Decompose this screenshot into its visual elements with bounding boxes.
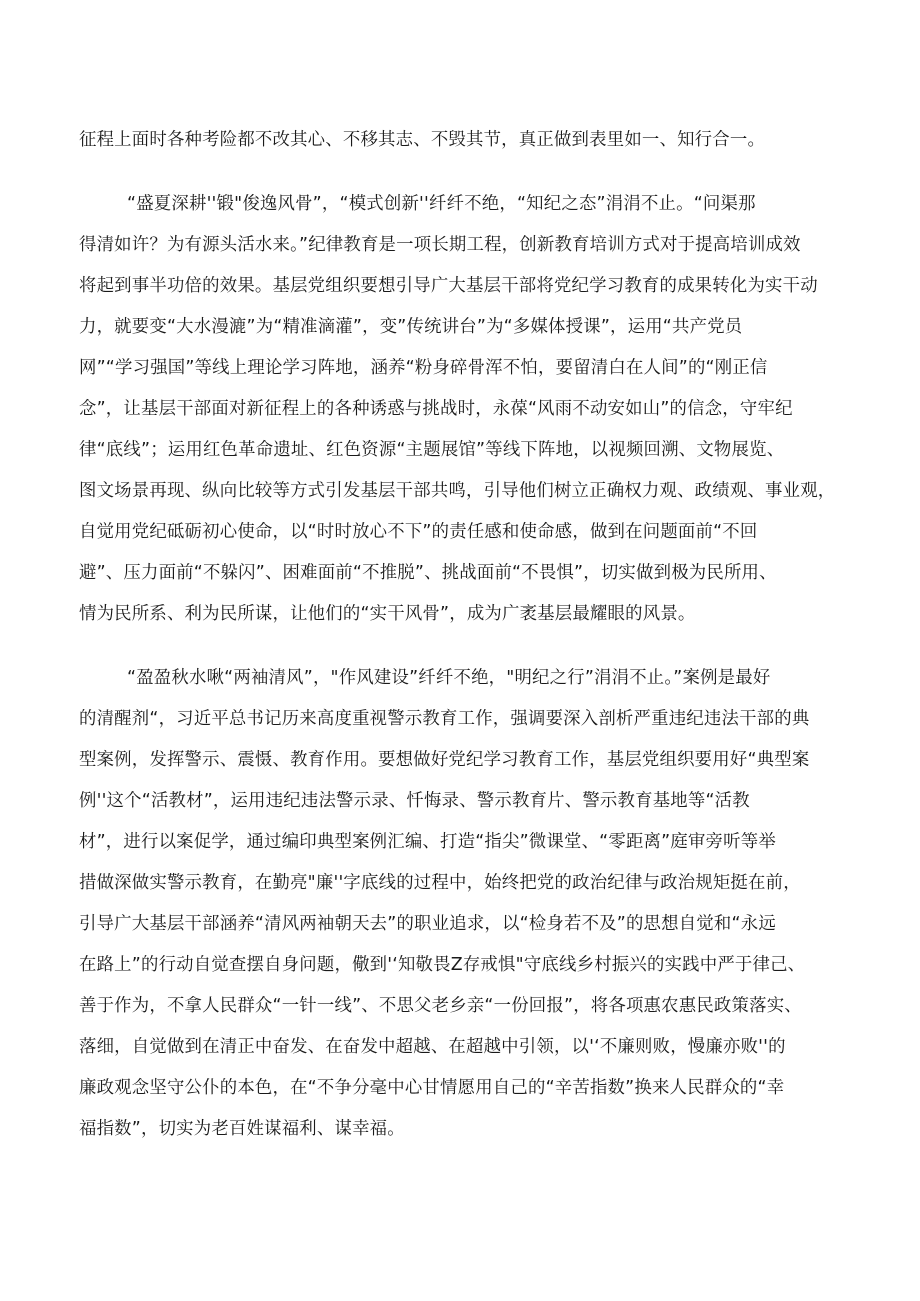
paragraph-2-line: 得清如许？为有源头活水来。”纪律教育是一项长期工程，创新教育培训方式对于提高培训成效 xyxy=(79,235,801,255)
paragraph-2-line: 念”，让基层干部面对新征程上的各种诱惑与挑战时，永葆“风雨不动安如山”的信念，守牢纪 xyxy=(79,399,793,419)
paragraph-2-line: 力，就要变“大水漫漉”为“精准滴灌”，变”传统讲台”为“多媒体授课”，运用“共产党员 xyxy=(79,317,743,337)
paragraph-2-line: 律“底线”；运用红色革命遗址、红色资源“主题展馆”等线下阵地，以视频回溯、文物展览、 xyxy=(79,440,785,460)
paragraph-1-line: 征程上面时各种考险都不改其心、不移其志、不毁其节，真正做到表里如一、知行合一。 xyxy=(79,130,766,150)
paragraph-3-line: 福指数”，切实为老百姓谋福利、谋幸福。 xyxy=(79,1119,405,1139)
paragraph-3-line: 在路上”的行动自觉查摆自身问题，儆到'‘知敬畏Z存戒惧"守底线乡村振兴的实践中严于律己、 xyxy=(79,955,806,975)
paragraph-2-line: 情为民所系、利为民所谋，让他们的“实干风骨”，成为广袤基层最耀眼的风景。 xyxy=(79,604,696,624)
paragraph-3-line: 例''这个“活教材”，运用违纪违法警示录、忏悔录、警示教育片、警示教育基地等“活教 xyxy=(79,791,750,811)
paragraph-2-line: 将起到事半功倍的效果。基层党组织要想引导广大基层干部将党纪学习教育的成果转化为实干动 xyxy=(79,276,818,296)
paragraph-2-line: 避”、压力面前“不躲闪”、困难面前“不推脱”、挑战面前“不畏惧”，切实做到极为民所用、 xyxy=(79,563,777,583)
paragraph-2-line: 自觉用党纪砥砺初心使命，以“时时放心不下”的责任感和使命感，做到在问题面前“不回 xyxy=(79,522,758,542)
paragraph-3-line: 引导广大基层干部涵养“清风两袖朝天去”的职业追求，以“检身若不及”的思想自觉和“永远 xyxy=(79,914,776,934)
paragraph-3-line: 的清醒剂“，习近平总书记历来高度重视警示教育工作，强调要深入剖析严重违纪违法干部的典 xyxy=(79,709,810,729)
paragraph-3-line: 材”，进行以案促学，通过编印典型案例汇编、打造“指尖”微课堂、“零距离”庭审旁听等举 xyxy=(79,832,776,852)
paragraph-3-line: 落细，自觉做到在清正中奋发、在奋发中超越、在超越中引领，以'‘不廉则败，慢廉亦败''的 xyxy=(79,1037,786,1057)
paragraph-3-line: 措做深做实警示教育，在勤亮"廉''字底线的过程中，始终把党的政治纪律与政治规矩挺在前， xyxy=(79,873,801,893)
paragraph-3-line: “盈盈秋水啾“两袖清风”，"作风建设”纤纤不绝，"明纪之行”涓涓不止。”案例是最好 xyxy=(127,668,771,688)
paragraph-2-line: 图文场景再现、纵向比较等方式引发基层干部共鸣，引导他们树立正确权力观、政绩观、事业观， xyxy=(79,481,836,501)
paragraph-3-line: 型案例，发挥警示、震慑、教育作用。要想做好党纪学习教育工作，基层党组织要用好“典型案 xyxy=(79,750,810,770)
paragraph-2-line: 网”“学习强国”等线上理论学习阵地，涵养“粉身碎骨浑不怕，要留清白在人间”的“刚正信 xyxy=(79,358,768,378)
paragraph-3-line: 廉政观念坚守公仆的本色，在“不争分毫中心甘情愿用自己的“辛苦指数”换来人民群众的“幸 xyxy=(79,1078,785,1098)
paragraph-3-line: 善于作为，不拿人民群众“一针一线”、不思父老乡亲“一份回报”，将各项惠农惠民政策落实、 xyxy=(79,996,802,1016)
paragraph-2-line: “盛夏深耕''锻"俊逸风骨”，“模式创新''纤纤不绝，“知纪之态”涓涓不止。“问渠那 xyxy=(127,194,756,214)
